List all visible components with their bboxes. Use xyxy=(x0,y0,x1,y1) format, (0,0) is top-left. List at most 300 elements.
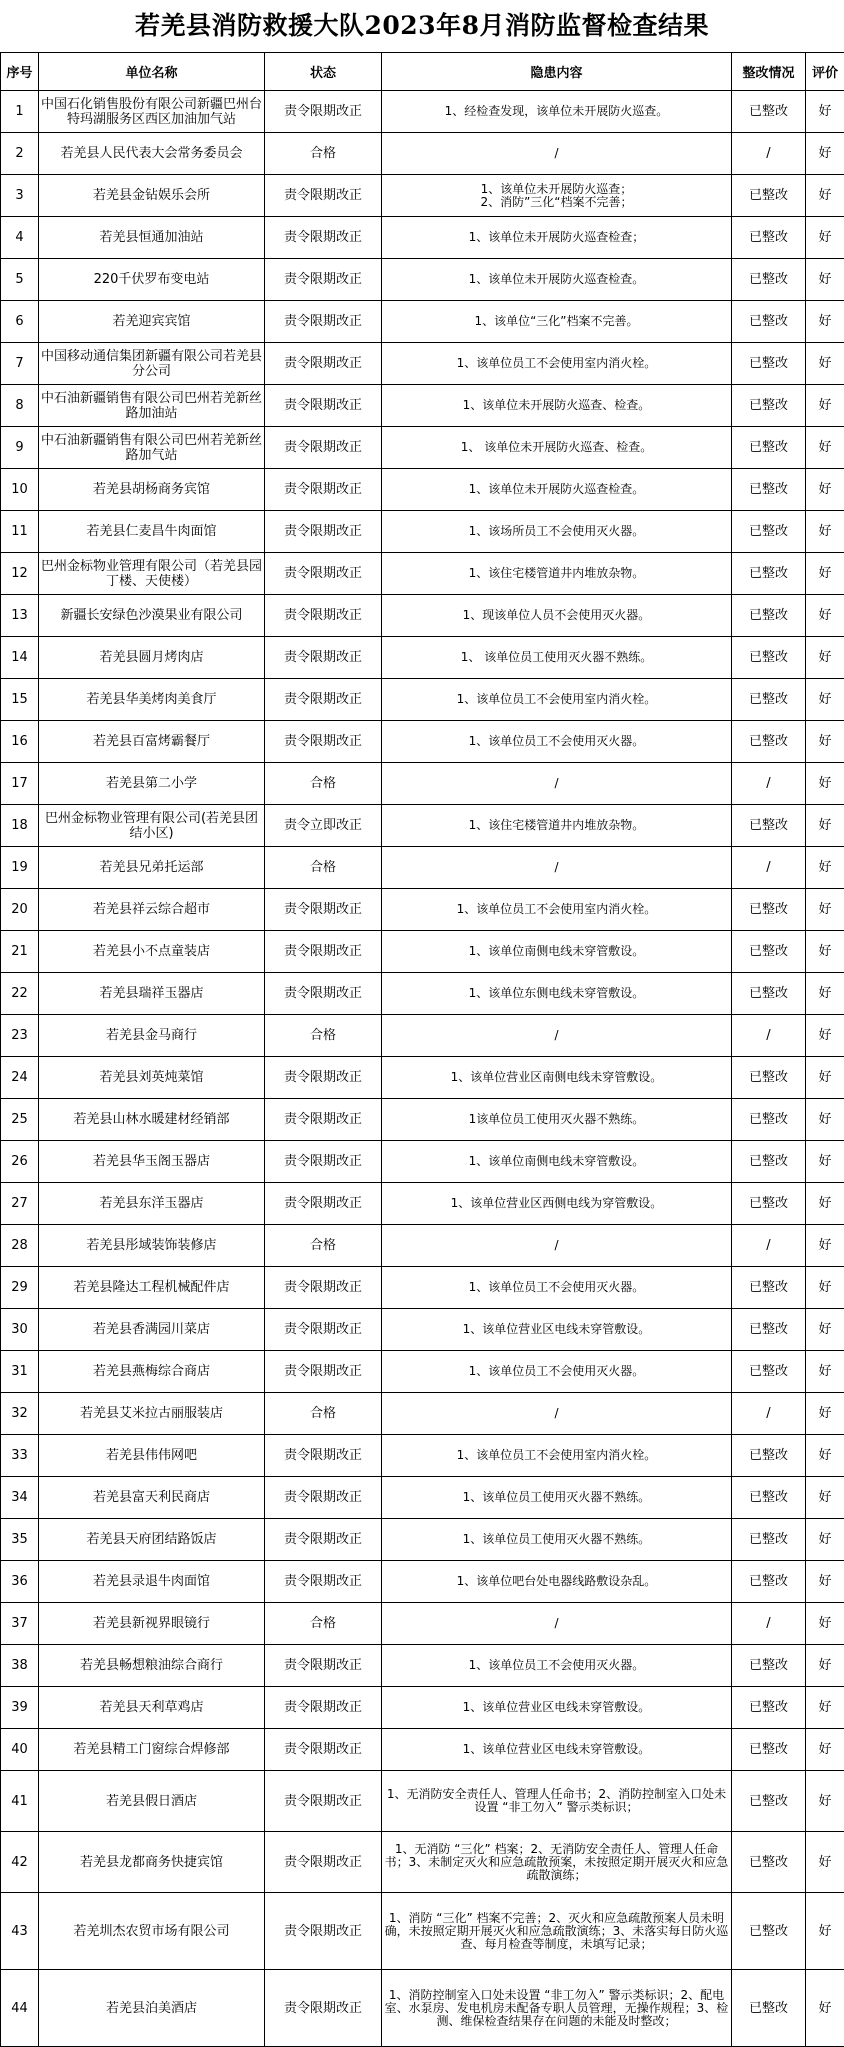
cell-hazard-content: 1、该单位营业区电线未穿管敷设。 xyxy=(382,1309,732,1351)
cell-hazard-content: 1、该单位营业区南侧电线未穿管敷设。 xyxy=(382,1057,732,1099)
cell-status: 合格 xyxy=(265,1015,382,1057)
cell-status: 责令限期改正 xyxy=(265,1141,382,1183)
cell-status: 责令限期改正 xyxy=(265,343,382,385)
cell-rectification: 已整改 xyxy=(732,1519,806,1561)
cell-unit-name: 若羌县小不点童装店 xyxy=(39,931,265,973)
cell-unit-name: 若羌县恒通加油站 xyxy=(39,217,265,259)
header-unit-name: 单位名称 xyxy=(39,53,265,91)
cell-unit-name: 若羌县隆达工程机械配件店 xyxy=(39,1267,265,1309)
cell-unit-name: 中国移动通信集团新疆有限公司若羌县分公司 xyxy=(39,343,265,385)
cell-hazard-content: 1、 该单位员工使用灭火器不熟练。 xyxy=(382,637,732,679)
cell-hazard-content: 1、无消防安全责任人、管理人任命书；2、消防控制室入口处未设置 “非工勿入” 警示类标识； xyxy=(382,1771,732,1832)
cell-status: 责令立即改正 xyxy=(265,805,382,847)
cell-status: 责令限期改正 xyxy=(265,595,382,637)
cell-rating: 好 xyxy=(806,1141,844,1183)
cell-hazard-content: 1、该单位营业区西侧电线为穿管敷设。 xyxy=(382,1183,732,1225)
cell-status: 责令限期改正 xyxy=(265,679,382,721)
cell-hazard-content: 1、消防 “三化” 档案不完善；2、灭火和应急疏散预案人员未明确，未按照定期开展灭火和应急疏散演练；3、未落实每日防火巡查、每月检查等制度，未填写记录； xyxy=(382,1893,732,1970)
cell-hazard-content: 1、该单位员工不会使用室内消火栓。 xyxy=(382,679,732,721)
cell-no: 34 xyxy=(1,1477,39,1519)
cell-rating: 好 xyxy=(806,175,844,217)
cell-no: 41 xyxy=(1,1771,39,1832)
cell-rating: 好 xyxy=(806,1729,844,1771)
cell-no: 16 xyxy=(1,721,39,763)
cell-unit-name: 若羌县胡杨商务宾馆 xyxy=(39,469,265,511)
cell-status: 合格 xyxy=(265,1393,382,1435)
table-row xyxy=(1,1057,844,1099)
table-row xyxy=(1,1393,844,1435)
cell-unit-name: 若羌县瑞祥玉器店 xyxy=(39,973,265,1015)
cell-unit-name: 若羌县兄弟托运部 xyxy=(39,847,265,889)
header-status: 状态 xyxy=(265,53,382,91)
cell-rectification: 已整改 xyxy=(732,175,806,217)
cell-rating: 好 xyxy=(806,1393,844,1435)
cell-no: 40 xyxy=(1,1729,39,1771)
cell-hazard-content: 1、 该单位未开展防火巡查、检查。 xyxy=(382,427,732,469)
table-body xyxy=(1,91,844,2047)
cell-no: 23 xyxy=(1,1015,39,1057)
table-row xyxy=(1,427,844,469)
cell-unit-name: 若羌县新视界眼镜行 xyxy=(39,1603,265,1645)
cell-hazard-content: 1、该单位员工不会使用室内消火栓。 xyxy=(382,1435,732,1477)
cell-rating: 好 xyxy=(806,1893,844,1970)
cell-hazard-content: 1、该单位未开展防火巡查检查。 xyxy=(382,259,732,301)
cell-no: 1 xyxy=(1,91,39,133)
table-row xyxy=(1,1519,844,1561)
cell-hazard-content: / xyxy=(382,1225,732,1267)
cell-status: 责令限期改正 xyxy=(265,1645,382,1687)
cell-rectification: 已整改 xyxy=(732,889,806,931)
table-row xyxy=(1,595,844,637)
cell-no: 14 xyxy=(1,637,39,679)
cell-hazard-content: 1、该单位营业区电线未穿管敷设。 xyxy=(382,1729,732,1771)
cell-no: 26 xyxy=(1,1141,39,1183)
cell-rectification: 已整改 xyxy=(732,553,806,595)
cell-no: 32 xyxy=(1,1393,39,1435)
cell-status: 责令限期改正 xyxy=(265,1477,382,1519)
cell-status: 合格 xyxy=(265,763,382,805)
table-row xyxy=(1,1645,844,1687)
table-row xyxy=(1,1099,844,1141)
cell-unit-name: 若羌县祥云综合超市 xyxy=(39,889,265,931)
cell-rectification: 已整改 xyxy=(732,679,806,721)
cell-status: 责令限期改正 xyxy=(265,1099,382,1141)
cell-rectification: / xyxy=(732,1225,806,1267)
cell-rating: 好 xyxy=(806,847,844,889)
cell-no: 11 xyxy=(1,511,39,553)
cell-rating: 好 xyxy=(806,1970,844,2047)
cell-no: 38 xyxy=(1,1645,39,1687)
cell-rectification: 已整改 xyxy=(732,1183,806,1225)
cell-status: 责令限期改正 xyxy=(265,553,382,595)
cell-status: 责令限期改正 xyxy=(265,1309,382,1351)
cell-no: 10 xyxy=(1,469,39,511)
cell-unit-name: 中国石化销售股份有限公司新疆巴州台特玛湖服务区西区加油加气站 xyxy=(39,91,265,133)
cell-status: 责令限期改正 xyxy=(265,973,382,1015)
table-row xyxy=(1,259,844,301)
cell-hazard-content: / xyxy=(382,847,732,889)
table-row xyxy=(1,1477,844,1519)
cell-rating: 好 xyxy=(806,1561,844,1603)
cell-unit-name: 若羌迎宾宾馆 xyxy=(39,301,265,343)
cell-rating: 好 xyxy=(806,595,844,637)
cell-unit-name: 若羌县天府团结路饭店 xyxy=(39,1519,265,1561)
cell-no: 37 xyxy=(1,1603,39,1645)
table-row xyxy=(1,973,844,1015)
cell-rating: 好 xyxy=(806,1687,844,1729)
header-rating: 评价 xyxy=(806,53,844,91)
cell-hazard-content: 1、该单位未开展防火巡查检查； xyxy=(382,217,732,259)
cell-unit-name: 220千伏罗布变电站 xyxy=(39,259,265,301)
table-row xyxy=(1,637,844,679)
cell-rectification: / xyxy=(732,1015,806,1057)
cell-status: 责令限期改正 xyxy=(265,1771,382,1832)
cell-status: 责令限期改正 xyxy=(265,637,382,679)
cell-unit-name: 中石油新疆销售有限公司巴州若羌新丝路加油站 xyxy=(39,385,265,427)
cell-status: 责令限期改正 xyxy=(265,889,382,931)
cell-rectification: 已整改 xyxy=(732,1645,806,1687)
cell-no: 25 xyxy=(1,1099,39,1141)
table-row xyxy=(1,1970,844,2047)
cell-status: 责令限期改正 xyxy=(265,1519,382,1561)
cell-no: 5 xyxy=(1,259,39,301)
cell-no: 17 xyxy=(1,763,39,805)
cell-hazard-content: 1、该单位员工使用灭火器不熟练。 xyxy=(382,1477,732,1519)
cell-hazard-content: 1、消防控制室入口处未设置 “非工勿入” 警示类标识；2、配电室、水泵房、发电机房未配备专职人员管理，无操作规程；3、检测、维保检查结果存在问题的未能及时整改； xyxy=(382,1970,732,2047)
cell-rating: 好 xyxy=(806,1057,844,1099)
cell-rectification: 已整改 xyxy=(732,385,806,427)
cell-no: 29 xyxy=(1,1267,39,1309)
cell-rating: 好 xyxy=(806,1645,844,1687)
cell-no: 13 xyxy=(1,595,39,637)
cell-rectification: 已整改 xyxy=(732,637,806,679)
cell-status: 责令限期改正 xyxy=(265,1893,382,1970)
inspection-table xyxy=(0,52,844,2047)
cell-rating: 好 xyxy=(806,637,844,679)
cell-status: 责令限期改正 xyxy=(265,1435,382,1477)
cell-rectification: / xyxy=(732,763,806,805)
cell-unit-name: 若羌县假日酒店 xyxy=(39,1771,265,1832)
cell-rating: 好 xyxy=(806,1309,844,1351)
cell-unit-name: 若羌县天利草鸡店 xyxy=(39,1687,265,1729)
cell-rating: 好 xyxy=(806,973,844,1015)
table-row xyxy=(1,1893,844,1970)
cell-status: 责令限期改正 xyxy=(265,385,382,427)
cell-status: 责令限期改正 xyxy=(265,1687,382,1729)
cell-rating: 好 xyxy=(806,385,844,427)
table-row xyxy=(1,847,844,889)
cell-status: 合格 xyxy=(265,1225,382,1267)
cell-no: 20 xyxy=(1,889,39,931)
cell-rating: 好 xyxy=(806,343,844,385)
header-no: 序号 xyxy=(1,53,39,91)
cell-unit-name: 若羌县畅想粮油综合商行 xyxy=(39,1645,265,1687)
cell-status: 责令限期改正 xyxy=(265,1561,382,1603)
table-row xyxy=(1,889,844,931)
cell-hazard-content: / xyxy=(382,1393,732,1435)
cell-unit-name: 若羌县圆月烤肉店 xyxy=(39,637,265,679)
cell-no: 22 xyxy=(1,973,39,1015)
page-title: 若羌县消防救援大队2023年8月消防监督检查结果 xyxy=(135,11,709,40)
cell-no: 7 xyxy=(1,343,39,385)
table-row xyxy=(1,301,844,343)
cell-rectification: 已整改 xyxy=(732,1057,806,1099)
cell-rating: 好 xyxy=(806,889,844,931)
cell-unit-name: 若羌县仁麦昌牛肉面馆 xyxy=(39,511,265,553)
cell-hazard-content: 1、该单位东侧电线未穿管敷设。 xyxy=(382,973,732,1015)
cell-rectification: 已整改 xyxy=(732,217,806,259)
cell-no: 42 xyxy=(1,1832,39,1893)
table-row xyxy=(1,1832,844,1893)
cell-unit-name: 若羌县精工门窗综合焊修部 xyxy=(39,1729,265,1771)
cell-status: 责令限期改正 xyxy=(265,175,382,217)
cell-no: 44 xyxy=(1,1970,39,2047)
cell-no: 21 xyxy=(1,931,39,973)
cell-unit-name: 若羌县龙都商务快捷宾馆 xyxy=(39,1832,265,1893)
table-row xyxy=(1,1267,844,1309)
cell-rectification: 已整改 xyxy=(732,1435,806,1477)
cell-hazard-content: 1、该单位营业区电线未穿管敷设。 xyxy=(382,1687,732,1729)
cell-rectification: 已整改 xyxy=(732,1477,806,1519)
cell-hazard-content: 1、该单位南侧电线未穿管敷设。 xyxy=(382,1141,732,1183)
cell-unit-name: 新疆长安绿色沙漠果业有限公司 xyxy=(39,595,265,637)
cell-hazard-content: 1、该单位未开展防火巡查； 2、消防”三化“档案不完善； xyxy=(382,175,732,217)
cell-unit-name: 若羌县金钻娱乐会所 xyxy=(39,175,265,217)
cell-unit-name: 若羌县录退牛肉面馆 xyxy=(39,1561,265,1603)
cell-no: 18 xyxy=(1,805,39,847)
cell-unit-name: 中石油新疆销售有限公司巴州若羌新丝路加气站 xyxy=(39,427,265,469)
cell-rectification: 已整改 xyxy=(732,1099,806,1141)
cell-unit-name: 若羌县金马商行 xyxy=(39,1015,265,1057)
table-row xyxy=(1,343,844,385)
cell-rectification: 已整改 xyxy=(732,91,806,133)
table-row xyxy=(1,1141,844,1183)
cell-rating: 好 xyxy=(806,301,844,343)
cell-status: 责令限期改正 xyxy=(265,1267,382,1309)
cell-rectification: 已整改 xyxy=(732,1832,806,1893)
cell-hazard-content: 1、该单位未开展防火巡查、检查。 xyxy=(382,385,732,427)
cell-rating: 好 xyxy=(806,469,844,511)
cell-unit-name: 若羌圳杰农贸市场有限公司 xyxy=(39,1893,265,1970)
cell-unit-name: 若羌县燕梅综合商店 xyxy=(39,1351,265,1393)
cell-unit-name: 若羌县香满园川菜店 xyxy=(39,1309,265,1351)
cell-rating: 好 xyxy=(806,1015,844,1057)
cell-unit-name: 若羌县泊美酒店 xyxy=(39,1970,265,2047)
cell-rating: 好 xyxy=(806,763,844,805)
cell-status: 责令限期改正 xyxy=(265,301,382,343)
table-row xyxy=(1,1435,844,1477)
cell-rating: 好 xyxy=(806,679,844,721)
cell-rectification: 已整改 xyxy=(732,721,806,763)
cell-rectification: 已整改 xyxy=(732,805,806,847)
cell-rectification: 已整改 xyxy=(732,1687,806,1729)
cell-no: 2 xyxy=(1,133,39,175)
cell-rating: 好 xyxy=(806,91,844,133)
cell-hazard-content: 1、该单位吧台处电器线路敷设杂乱。 xyxy=(382,1561,732,1603)
cell-status: 合格 xyxy=(265,133,382,175)
table-row xyxy=(1,763,844,805)
cell-hazard-content: 1、该单位未开展防火巡查检查。 xyxy=(382,469,732,511)
cell-rectification: 已整改 xyxy=(732,511,806,553)
cell-rectification: 已整改 xyxy=(732,1309,806,1351)
cell-hazard-content: 1、该场所员工不会使用灭火器。 xyxy=(382,511,732,553)
cell-no: 33 xyxy=(1,1435,39,1477)
cell-rating: 好 xyxy=(806,1771,844,1832)
cell-status: 责令限期改正 xyxy=(265,427,382,469)
cell-status: 责令限期改正 xyxy=(265,1970,382,2047)
table-row xyxy=(1,217,844,259)
cell-rectification: 已整改 xyxy=(732,343,806,385)
cell-status: 责令限期改正 xyxy=(265,469,382,511)
cell-rectification: 已整改 xyxy=(732,1771,806,1832)
cell-unit-name: 若羌县伟伟网吧 xyxy=(39,1435,265,1477)
table-row xyxy=(1,1729,844,1771)
cell-no: 24 xyxy=(1,1057,39,1099)
cell-rating: 好 xyxy=(806,1435,844,1477)
cell-status: 合格 xyxy=(265,1603,382,1645)
table-row xyxy=(1,1351,844,1393)
cell-rating: 好 xyxy=(806,553,844,595)
cell-rectification: 已整改 xyxy=(732,1561,806,1603)
cell-rating: 好 xyxy=(806,721,844,763)
table-row xyxy=(1,511,844,553)
cell-rectification: 已整改 xyxy=(732,973,806,1015)
cell-rectification: 已整改 xyxy=(732,1351,806,1393)
cell-rating: 好 xyxy=(806,1832,844,1893)
cell-rectification: 已整改 xyxy=(732,595,806,637)
cell-no: 4 xyxy=(1,217,39,259)
cell-rating: 好 xyxy=(806,1477,844,1519)
header-rectification: 整改情况 xyxy=(732,53,806,91)
cell-rating: 好 xyxy=(806,1099,844,1141)
cell-hazard-content: 1、该单位员工不会使用灭火器。 xyxy=(382,1351,732,1393)
table-row xyxy=(1,1183,844,1225)
cell-rectification: 已整改 xyxy=(732,1267,806,1309)
cell-hazard-content: 1、该住宅楼管道井内堆放杂物。 xyxy=(382,805,732,847)
cell-rating: 好 xyxy=(806,1351,844,1393)
cell-unit-name: 若羌县山林水暖建材经销部 xyxy=(39,1099,265,1141)
cell-no: 27 xyxy=(1,1183,39,1225)
cell-hazard-content: / xyxy=(382,763,732,805)
header-hazard-content: 隐患内容 xyxy=(382,53,732,91)
cell-rectification: 已整改 xyxy=(732,1729,806,1771)
cell-no: 9 xyxy=(1,427,39,469)
cell-unit-name: 巴州金标物业管理有限公司(若羌县团结小区) xyxy=(39,805,265,847)
table-header-row xyxy=(1,53,844,91)
cell-hazard-content: 1、该单位员工不会使用灭火器。 xyxy=(382,721,732,763)
table-row xyxy=(1,1687,844,1729)
cell-hazard-content: / xyxy=(382,1603,732,1645)
cell-no: 6 xyxy=(1,301,39,343)
cell-status: 合格 xyxy=(265,847,382,889)
cell-rectification: 已整改 xyxy=(732,259,806,301)
cell-unit-name: 若羌县艾米拉古丽服装店 xyxy=(39,1393,265,1435)
cell-rectification: / xyxy=(732,847,806,889)
cell-no: 35 xyxy=(1,1519,39,1561)
cell-no: 15 xyxy=(1,679,39,721)
cell-hazard-content: 1、该住宅楼管道井内堆放杂物。 xyxy=(382,553,732,595)
cell-status: 责令限期改正 xyxy=(265,721,382,763)
cell-no: 31 xyxy=(1,1351,39,1393)
cell-rating: 好 xyxy=(806,805,844,847)
cell-no: 43 xyxy=(1,1893,39,1970)
cell-rectification: 已整改 xyxy=(732,1141,806,1183)
table-row xyxy=(1,1561,844,1603)
cell-rating: 好 xyxy=(806,259,844,301)
cell-status: 责令限期改正 xyxy=(265,1183,382,1225)
cell-unit-name: 若羌县富天利民商店 xyxy=(39,1477,265,1519)
cell-unit-name: 若羌县东洋玉器店 xyxy=(39,1183,265,1225)
cell-hazard-content: 1、现该单位人员不会使用灭火器。 xyxy=(382,595,732,637)
table-row xyxy=(1,679,844,721)
table-row xyxy=(1,553,844,595)
cell-rectification: 已整改 xyxy=(732,1970,806,2047)
cell-unit-name: 若羌县百富烤霸餐厅 xyxy=(39,721,265,763)
cell-rectification: / xyxy=(732,1393,806,1435)
cell-hazard-content: 1该单位员工使用灭火器不熟练。 xyxy=(382,1099,732,1141)
cell-rating: 好 xyxy=(806,217,844,259)
cell-rectification: 已整改 xyxy=(732,301,806,343)
cell-hazard-content: 1、无消防 “三化” 档案；2、无消防安全责任人、管理人任命书；3、未制定灭火和应急疏散预案，未按照定期开展灭火和应急疏散演练； xyxy=(382,1832,732,1893)
cell-hazard-content: 1、该单位员工不会使用室内消火栓。 xyxy=(382,343,732,385)
table-row xyxy=(1,133,844,175)
cell-rating: 好 xyxy=(806,1603,844,1645)
cell-no: 19 xyxy=(1,847,39,889)
cell-no: 3 xyxy=(1,175,39,217)
cell-hazard-content: 1、该单位员工不会使用灭火器。 xyxy=(382,1267,732,1309)
table-row xyxy=(1,1309,844,1351)
cell-unit-name: 若羌县第二小学 xyxy=(39,763,265,805)
table-row xyxy=(1,1771,844,1832)
cell-status: 责令限期改正 xyxy=(265,91,382,133)
table-row xyxy=(1,1603,844,1645)
cell-rectification: / xyxy=(732,133,806,175)
table-row xyxy=(1,931,844,973)
table-row xyxy=(1,91,844,133)
cell-unit-name: 若羌县华玉阁玉器店 xyxy=(39,1141,265,1183)
cell-hazard-content: / xyxy=(382,1015,732,1057)
cell-no: 30 xyxy=(1,1309,39,1351)
cell-status: 责令限期改正 xyxy=(265,931,382,973)
cell-rating: 好 xyxy=(806,133,844,175)
table-row xyxy=(1,805,844,847)
cell-status: 责令限期改正 xyxy=(265,1832,382,1893)
cell-rectification: 已整改 xyxy=(732,469,806,511)
cell-unit-name: 巴州金标物业管理有限公司（若羌县园丁楼、天使楼） xyxy=(39,553,265,595)
cell-unit-name: 若羌县刘英炖菜馆 xyxy=(39,1057,265,1099)
cell-unit-name: 若羌县人民代表大会常务委员会 xyxy=(39,133,265,175)
cell-hazard-content: 1、该单位员工不会使用灭火器。 xyxy=(382,1645,732,1687)
table-row xyxy=(1,385,844,427)
cell-unit-name: 若羌县华美烤肉美食厅 xyxy=(39,679,265,721)
table-row xyxy=(1,175,844,217)
cell-rectification: / xyxy=(732,1603,806,1645)
cell-unit-name: 若羌县彤域装饰装修店 xyxy=(39,1225,265,1267)
cell-hazard-content: 1、该单位员工不会使用室内消火栓。 xyxy=(382,889,732,931)
table-row xyxy=(1,469,844,511)
cell-hazard-content: 1、该单位南侧电线未穿管敷设。 xyxy=(382,931,732,973)
cell-rectification: 已整改 xyxy=(732,1893,806,1970)
cell-no: 12 xyxy=(1,553,39,595)
cell-rectification: 已整改 xyxy=(732,931,806,973)
cell-rating: 好 xyxy=(806,1519,844,1561)
table-row xyxy=(1,1225,844,1267)
cell-status: 责令限期改正 xyxy=(265,1057,382,1099)
cell-hazard-content: 1、该单位“三化”档案不完善。 xyxy=(382,301,732,343)
cell-status: 责令限期改正 xyxy=(265,259,382,301)
cell-rating: 好 xyxy=(806,931,844,973)
table-row xyxy=(1,1015,844,1057)
